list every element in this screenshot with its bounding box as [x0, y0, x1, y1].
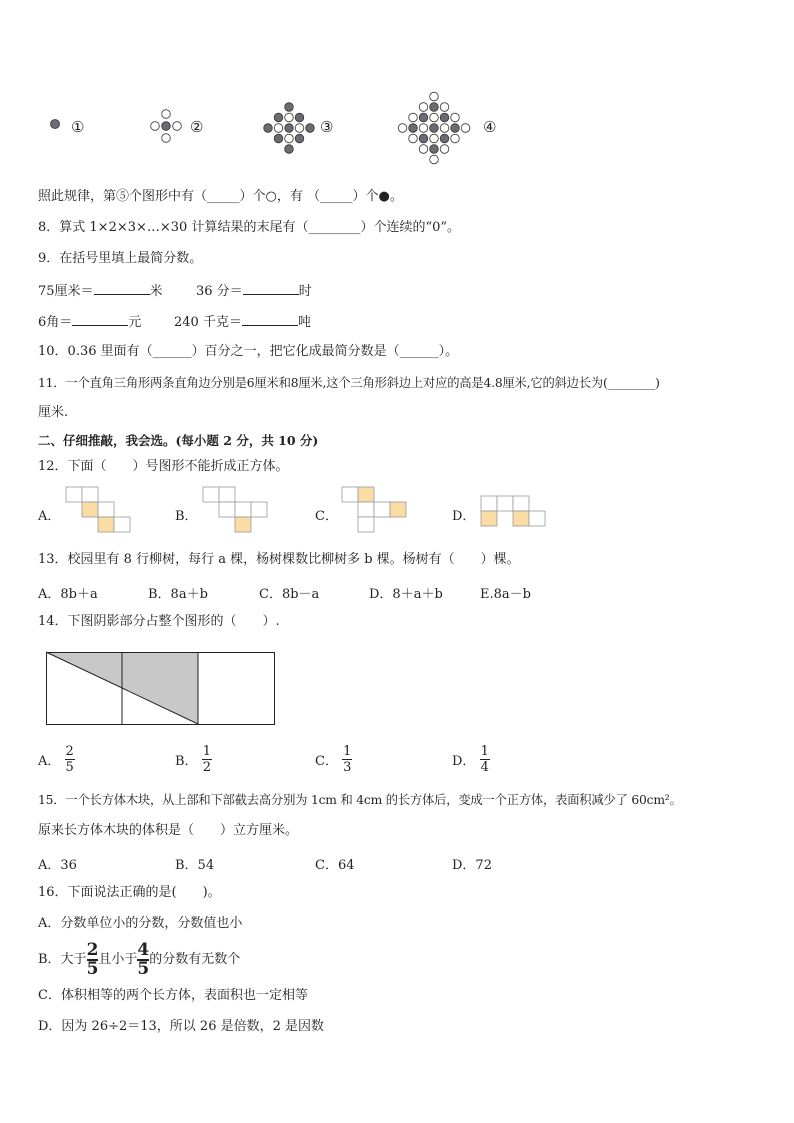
q14-option-b-fraction: [202, 744, 212, 775]
light-dot: [398, 124, 407, 133]
q9-row1-b: 36 分＝: [196, 284, 243, 299]
q14-a-den: 5: [65, 760, 74, 775]
dot-figure-2: [147, 107, 187, 147]
q7-tail-line: [38, 189, 403, 205]
light-dot: [451, 134, 460, 143]
figure-label-3: ③: [320, 118, 334, 136]
question-15-line1: 15．一个长方体木块，从上部和下部截去高分别为 1cm 和 4cm 的长方体后，变成一个正方体，表面积减少了 60cm²。: [38, 793, 682, 807]
light-dot: [285, 113, 294, 122]
q9-row1-a-blank[interactable]: [94, 282, 150, 295]
q9-row1-a: 75厘米＝: [38, 284, 94, 299]
dark-dot: [306, 124, 315, 133]
q9-row1-b-unit: 时: [298, 284, 312, 299]
q7-blank-2[interactable]: _____: [320, 189, 353, 204]
question-10: 10．0.36 里面有（______）百分之一，把它化成最简分数是（______）。: [38, 344, 459, 359]
question-12-stem: 12．下面（ ）号图形不能折成正方体。: [38, 459, 289, 474]
q7-blank-1[interactable]: _____: [207, 189, 240, 204]
q7-text-2: ）个○，有 （: [239, 189, 321, 204]
q16-option-d[interactable]: D．因为 26÷2＝13，所以 26 是倍数，2 是因数: [38, 1019, 325, 1034]
q14-option-c[interactable]: [315, 744, 352, 775]
question-9-stem: 9．在括号里填上最简分数。: [38, 251, 203, 266]
light-dot: [461, 124, 470, 133]
light-dot: [285, 134, 294, 143]
light-dot: [409, 113, 418, 122]
figure-label-2: ②: [190, 118, 204, 136]
cube-net-a: [66, 487, 130, 535]
figure-label-1: ①: [71, 118, 85, 136]
dark-dot: [285, 145, 294, 154]
dot-figure-3: [258, 96, 328, 160]
figure-label-4: ④: [483, 118, 497, 136]
q9-row2-a: 6角＝: [38, 315, 73, 330]
question-14-stem: 14．下图阴影部分占整个图形的（ ）.: [38, 614, 280, 629]
q14-a-num: 2: [65, 744, 74, 759]
q14-option-d-fraction: [480, 744, 490, 775]
q14-option-a-fraction: [65, 744, 75, 775]
q14-d-den: 4: [480, 760, 489, 775]
dark-dot: [451, 124, 460, 133]
q12-option-d[interactable]: D．: [452, 509, 476, 524]
q9-row2-b-blank[interactable]: [242, 313, 298, 326]
light-dot: [419, 103, 428, 112]
q16-option-c[interactable]: C．体积相等的两个长方体，表面积也一定相等: [38, 988, 308, 1003]
q14-d-num: 1: [480, 744, 489, 759]
q16-b-mid: 且小于: [98, 952, 138, 967]
question-13-stem: 13．校园里有 8 行柳树，每行 a 棵，杨树棵数比柳树多 b 棵。杨树有（ ）棵。: [38, 552, 520, 567]
dot-figure-1: [48, 117, 68, 137]
cube-net-c: [342, 487, 406, 535]
q9-row2-a-blank[interactable]: [72, 313, 128, 326]
question-16-stem: 16．下面说法正确的是( )。: [38, 885, 221, 900]
light-dot: [440, 124, 449, 133]
q9-row-2: [38, 313, 141, 331]
q16-b-fraction-1: [87, 942, 99, 978]
q7-circled-5: ⑤: [116, 189, 130, 204]
q15-option-d[interactable]: D．72: [452, 858, 492, 873]
dark-dot: [264, 124, 273, 133]
light-dot: [295, 124, 304, 133]
q9-row2-b-unit: 吨: [297, 315, 311, 330]
q16-b-f2-den: 5: [137, 959, 150, 979]
q13-option-c[interactable]: C．8b－a: [259, 587, 320, 602]
dark-dot: [285, 124, 294, 133]
q14-c-num: 1: [343, 744, 352, 759]
q9-row1-b-blank[interactable]: [243, 282, 299, 295]
q16-option-b[interactable]: [38, 942, 240, 978]
dark-dot: [285, 103, 294, 112]
q16-b-post: 的分数有无数个: [149, 952, 241, 967]
dark-dot: [440, 113, 449, 122]
light-dot: [430, 134, 439, 143]
light-dot: [440, 145, 449, 154]
q13-option-a[interactable]: A．8b＋a: [38, 587, 98, 602]
question-11-line2: 厘米.: [38, 405, 69, 420]
q9-row1-a-unit: 米: [149, 284, 163, 299]
q15-option-a[interactable]: A．36: [38, 858, 77, 873]
q14-option-c-label: C．: [315, 754, 338, 769]
dark-dot: [274, 113, 283, 122]
q7-text-before: 照此规律，第: [38, 189, 117, 204]
q7-text-end: ）个●。: [352, 189, 403, 204]
light-dot: [440, 103, 449, 112]
light-dot: [409, 134, 418, 143]
q15-option-c[interactable]: C．64: [315, 858, 355, 873]
light-dot: [419, 145, 428, 154]
dark-dot: [430, 103, 439, 112]
light-dot: [419, 124, 428, 133]
q9-row-1b: [196, 282, 312, 300]
light-dot: [430, 92, 439, 101]
section-2-heading: 二、仔细推敲，我会选。(每小题 2 分，共 10 分): [38, 433, 319, 448]
q12-option-a[interactable]: A．: [38, 509, 61, 524]
dot-figure-4: [392, 86, 482, 172]
dark-dot: [409, 124, 418, 133]
q9-row2-b: 240 千克＝: [174, 315, 242, 330]
dark-dot: [430, 145, 439, 154]
dark-dot: [419, 113, 428, 122]
q14-option-d-label: D．: [452, 754, 476, 769]
q15-option-b[interactable]: B．54: [175, 858, 215, 873]
light-dot: [430, 113, 439, 122]
q12-option-b[interactable]: B．: [175, 509, 198, 524]
q16-b-f1-den: 5: [86, 959, 99, 979]
q12-option-c[interactable]: C．: [315, 509, 338, 524]
cube-net-d: [481, 496, 545, 530]
q14-c-den: 3: [343, 760, 352, 775]
q16-b-f1-num: 2: [86, 940, 99, 960]
q14-option-c-fraction: [342, 744, 352, 775]
question-8: 8．算式 1×2×3×…×30 计算结果的末尾有（________）个连续的“0”。: [38, 220, 461, 235]
light-dot: [451, 113, 460, 122]
dark-dot: [440, 134, 449, 143]
q13-option-e[interactable]: E.8a－b: [480, 587, 531, 602]
dark-dot: [430, 124, 439, 133]
q13-option-d[interactable]: D．8＋a＋b: [369, 587, 443, 602]
q14-shaded-rectangle-figure: [46, 652, 276, 726]
dark-dot: [295, 113, 304, 122]
q16-option-a[interactable]: A．分数单位小的分数，分数值也小: [38, 916, 243, 931]
q7-text-middle: 个图形中有（: [129, 189, 208, 204]
q14-option-b[interactable]: [175, 744, 212, 775]
q14-b-num: 1: [202, 744, 211, 759]
light-dot: [430, 155, 439, 164]
q9-row-1: [38, 282, 163, 300]
cube-net-b: [203, 487, 267, 535]
light-dot: [274, 124, 283, 133]
q9-row-2b: [174, 313, 311, 331]
dark-dot: [295, 134, 304, 143]
q14-option-a-label: A．: [38, 754, 61, 769]
q14-option-d[interactable]: [452, 744, 490, 775]
question-11-line1: 11．一个直角三角形两条直角边分别是6厘米和8厘米,这个三角形斜边上对应的高是4.8厘米,它的斜边长为(________): [38, 376, 660, 390]
question-15-line2: 原来长方体木块的体积是（ ）立方厘米。: [38, 823, 299, 838]
dark-dot: [419, 134, 428, 143]
q16-b-pre: B．大于: [38, 952, 87, 967]
q16-b-fraction-2: [137, 942, 149, 978]
dark-dot: [274, 134, 283, 143]
q14-b-den: 2: [202, 760, 211, 775]
q9-row2-a-unit: 元: [128, 315, 142, 330]
q14-option-b-label: B．: [175, 754, 198, 769]
q16-b-f2-num: 4: [137, 940, 150, 960]
q14-option-a[interactable]: [38, 744, 75, 775]
q13-option-b[interactable]: B．8a＋b: [148, 587, 208, 602]
